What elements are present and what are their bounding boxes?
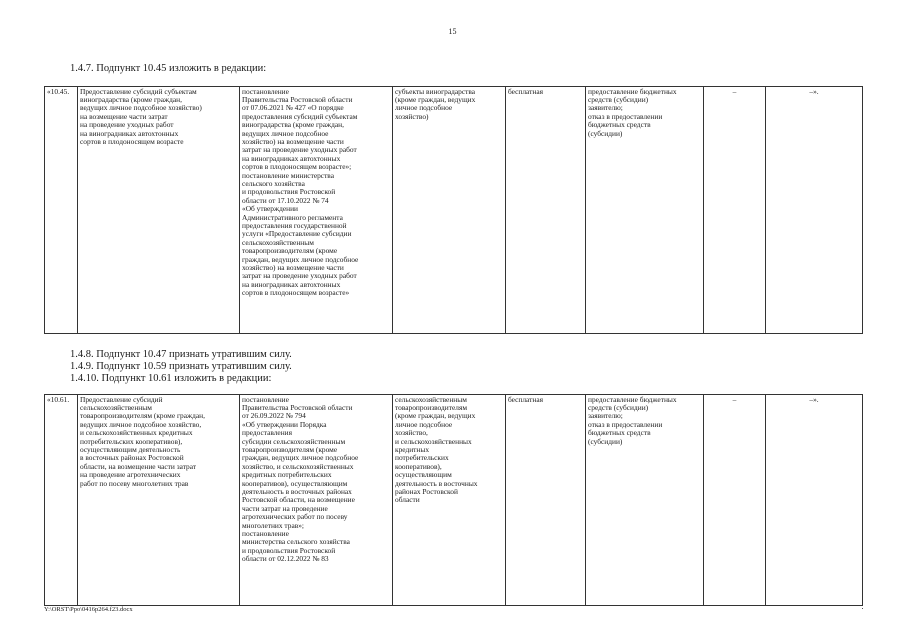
paragraph-1-4-8: 1.4.8. Подпункт 10.47 признать утратившим силу. (70, 349, 292, 360)
table-row (45, 87, 863, 334)
legal-basis-cell: постановление Правительства Ростовской области от 26.09.2022 № 794 «Об утверждении Порядка предоставления субсидии сельскохозяйственным товаропроизводителям (кроме граждан, ведущих личное подсобное хозяйство, и сельскохозяйственных кредитных потребительских кооперативов), осуществляющим деятельность в восточных районах Ростовской области, на возмещение части затрат на проведение агротехнических работ по посеву многолетних трав»; постановление министерства сельского хозяйства и продовольствия Ростовской области от 02.12.2022 № 83 (240, 395, 393, 606)
closing-dash-cell: –». (766, 395, 863, 606)
paragraph-1-4-10: 1.4.10. Подпункт 10.61 изложить в редакции: (70, 373, 272, 384)
item-number-cell: «10.61. (45, 395, 78, 606)
page-mark (862, 608, 863, 609)
file-path-footer: Y:\ORST\Ppo\0416p264.f23.docx (44, 606, 133, 613)
table-row (45, 395, 863, 606)
dash-cell: – (704, 87, 766, 334)
fee-cell: бесплатная (506, 87, 586, 334)
service-name-cell: Предоставление субсидий сельскохозяйственным товаропроизводителям (кроме граждан, ведущих личное подсобное хозяйство, и сельскохозяйственных кредитных потребительских кооперативов), осуществляющим деятельность в восточных районах Ростовской области, на возмещение части затрат на проведение агротехнических работ по посеву многолетних трав (78, 395, 240, 606)
page-number: 15 (448, 27, 457, 36)
legal-basis-cell: постановление Правительства Ростовской области от 07.06.2021 № 427 «О порядке предоставления субсидий субъектам виноградарства (кроме граждан, ведущих личное подсобное хозяйство) на возмещение части затрат на проведение уходных работ на виноградниках автохтонных сортов в плодоносящем возрасте»; постановление министерства сельского хозяйства и продовольствия Ростовской области от 17.10.2022 № 74 «Об утверждении Административного регламента предоставления государственной услуги «Предоставление субсидии сельскохозяйственным товаропроизводителям (кроме граждан, ведущих личное подсобное хозяйство) на возмещение части затрат на проведение уходных работ на виноградниках автохтонных сортов в плодоносящем возрасте» (240, 87, 393, 334)
result-cell: предоставление бюджетных средств (субсидии) заявителю; отказ в предоставлении бюджетных средств (субсидии) (586, 87, 704, 334)
service-name-cell: Предоставление субсидий субъектам виноградарства (кроме граждан, ведущих личное подсобное хозяйство) на возмещение части затрат на проведение уходных работ на виноградниках автохтонных сортов в плодоносящем возрасте (78, 87, 240, 334)
table-subitem-10-61 (44, 394, 863, 606)
paragraph-1-4-7: 1.4.7. Подпункт 10.45 изложить в редакции: (70, 63, 267, 74)
dash-cell: – (704, 395, 766, 606)
fee-cell: бесплатная (506, 395, 586, 606)
recipients-cell: субъекты виноградарства (кроме граждан, ведущих личное подсобное хозяйство) (393, 87, 506, 334)
paragraph-1-4-9: 1.4.9. Подпункт 10.59 признать утратившим силу. (70, 361, 292, 372)
table-subitem-10-45 (44, 86, 863, 334)
item-number-cell: «10.45. (45, 87, 78, 334)
closing-dash-cell: –». (766, 87, 863, 334)
result-cell: предоставление бюджетных средств (субсидии) заявителю; отказ в предоставлении бюджетных средств (субсидии) (586, 395, 704, 606)
recipients-cell: сельскохозяйственным товаропроизводителям (кроме граждан, ведущих личное подсобное хозяйство, и сельскохозяйственных кредитных потребительских кооперативов), осуществляющим деятельность в восточных районах Ростовской области (393, 395, 506, 606)
